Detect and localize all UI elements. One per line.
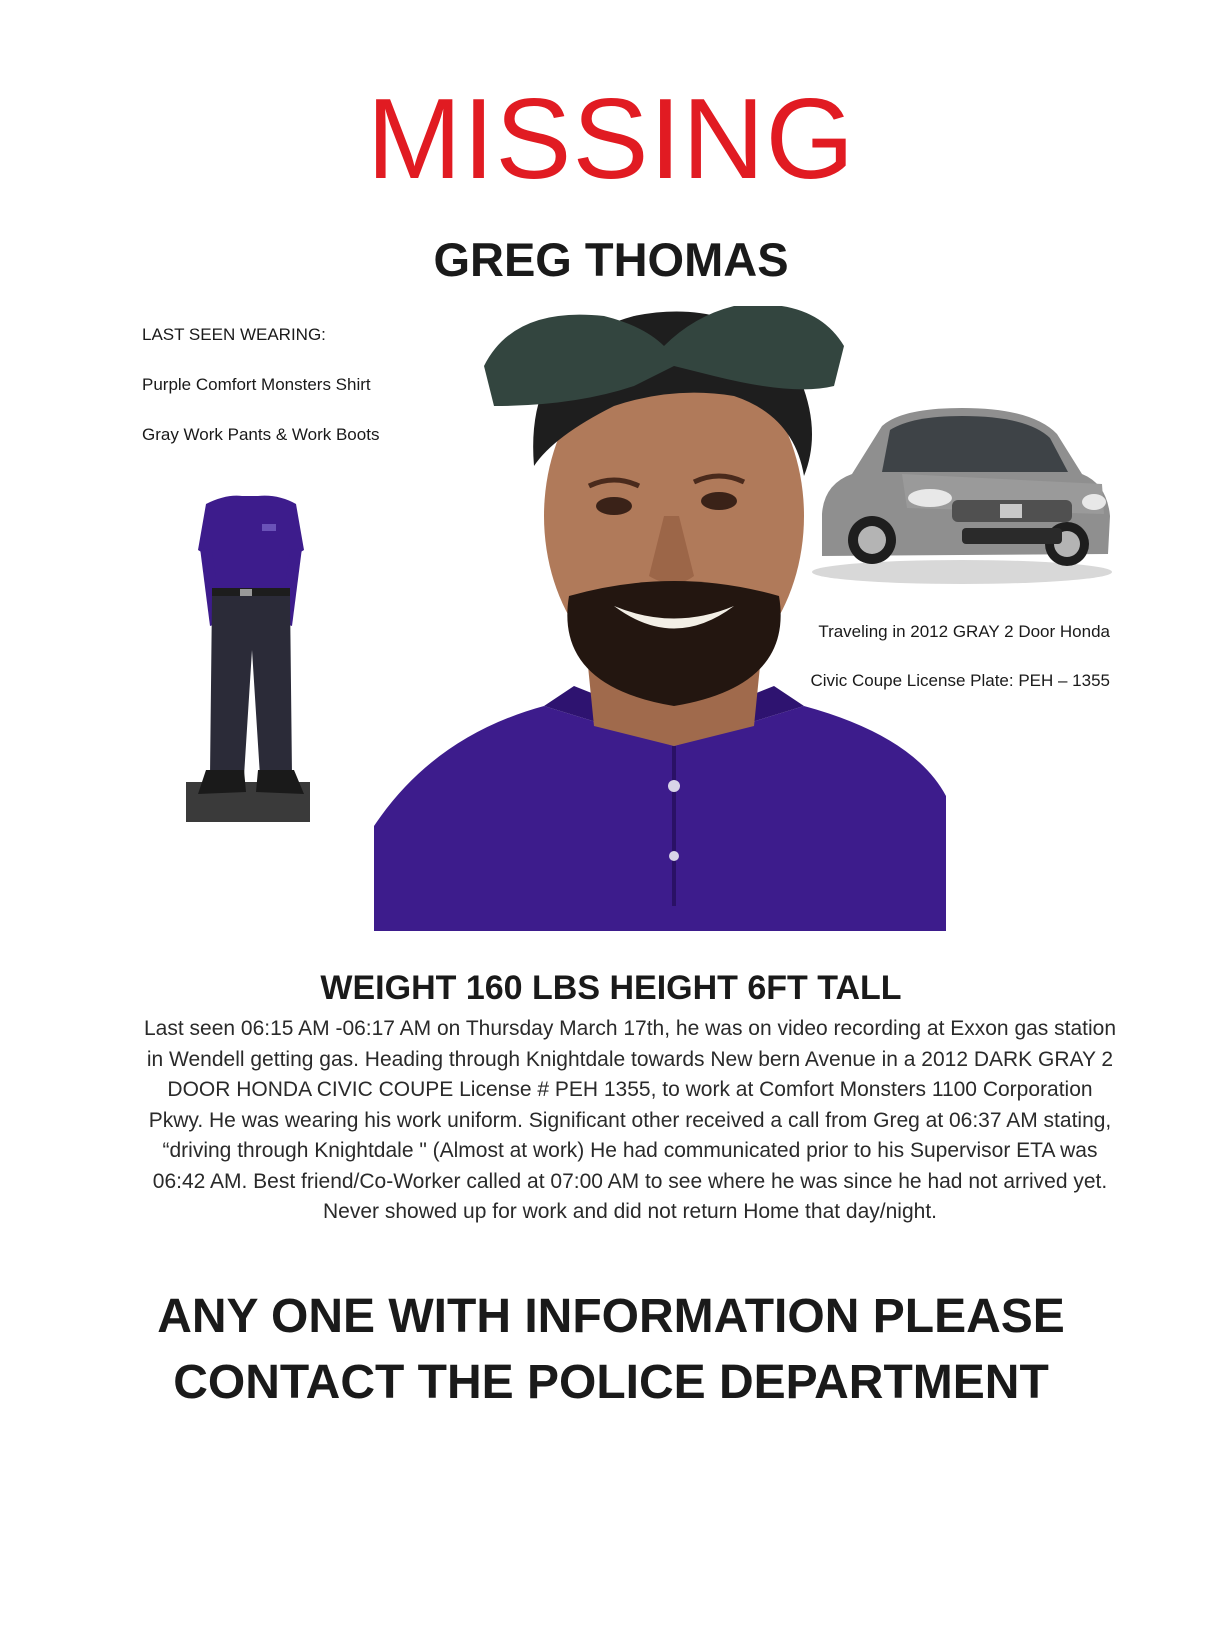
call-to-action (100, 1284, 1122, 1416)
vehicle-description-line2: Civic Coupe License Plate: PEH – 1355 (810, 671, 1110, 690)
clothing-item-pants: Gray Work Pants & Work Boots (142, 425, 380, 444)
person-name: GREG THOMAS (433, 233, 789, 286)
last-seen-wearing-heading: LAST SEEN WEARING: (142, 325, 326, 344)
call-to-action-line1: ANY ONE WITH INFORMATION PLEASE (157, 1290, 1065, 1343)
missing-title: MISSING (366, 76, 856, 203)
last-seen-description: Last seen 06:15 AM -06:17 AM on Thursday March 17th, he was on video recording at Exxon gas station in Wendell getting gas. Heading through Knightdale towards New bern Avenue in a 2012 DARK GRAY 2 DOOR HONDA CIVIC COUPE License # PEH 1355, to work at Comfort Monsters 1100 Corporation Pkwy. He was wearing his work uniform. Significant other received a call from Greg at 06:37 AM stating, “driving through Knightdale " (Almost at work) He had communicated prior to his Supervisor ETA was 06:42 AM. Best friend/Co-Worker called at 07:00 AM to see where he was since he had not arrived yet. Never showed up for work and did not return Home that day/night. (143, 1017, 1117, 1223)
vehicle-description-line1: Traveling in 2012 GRAY 2 Door Honda (818, 622, 1110, 641)
weight-height-stats: WEIGHT 160 LBS HEIGHT 6FT TALL (320, 969, 902, 1007)
uniform-figure-image (186, 490, 316, 822)
clothing-item-shirt: Purple Comfort Monsters Shirt (142, 375, 371, 394)
car-photo (812, 404, 1114, 586)
portrait-photo (374, 306, 946, 931)
call-to-action-line2: CONTACT THE POLICE DEPARTMENT (173, 1356, 1049, 1409)
